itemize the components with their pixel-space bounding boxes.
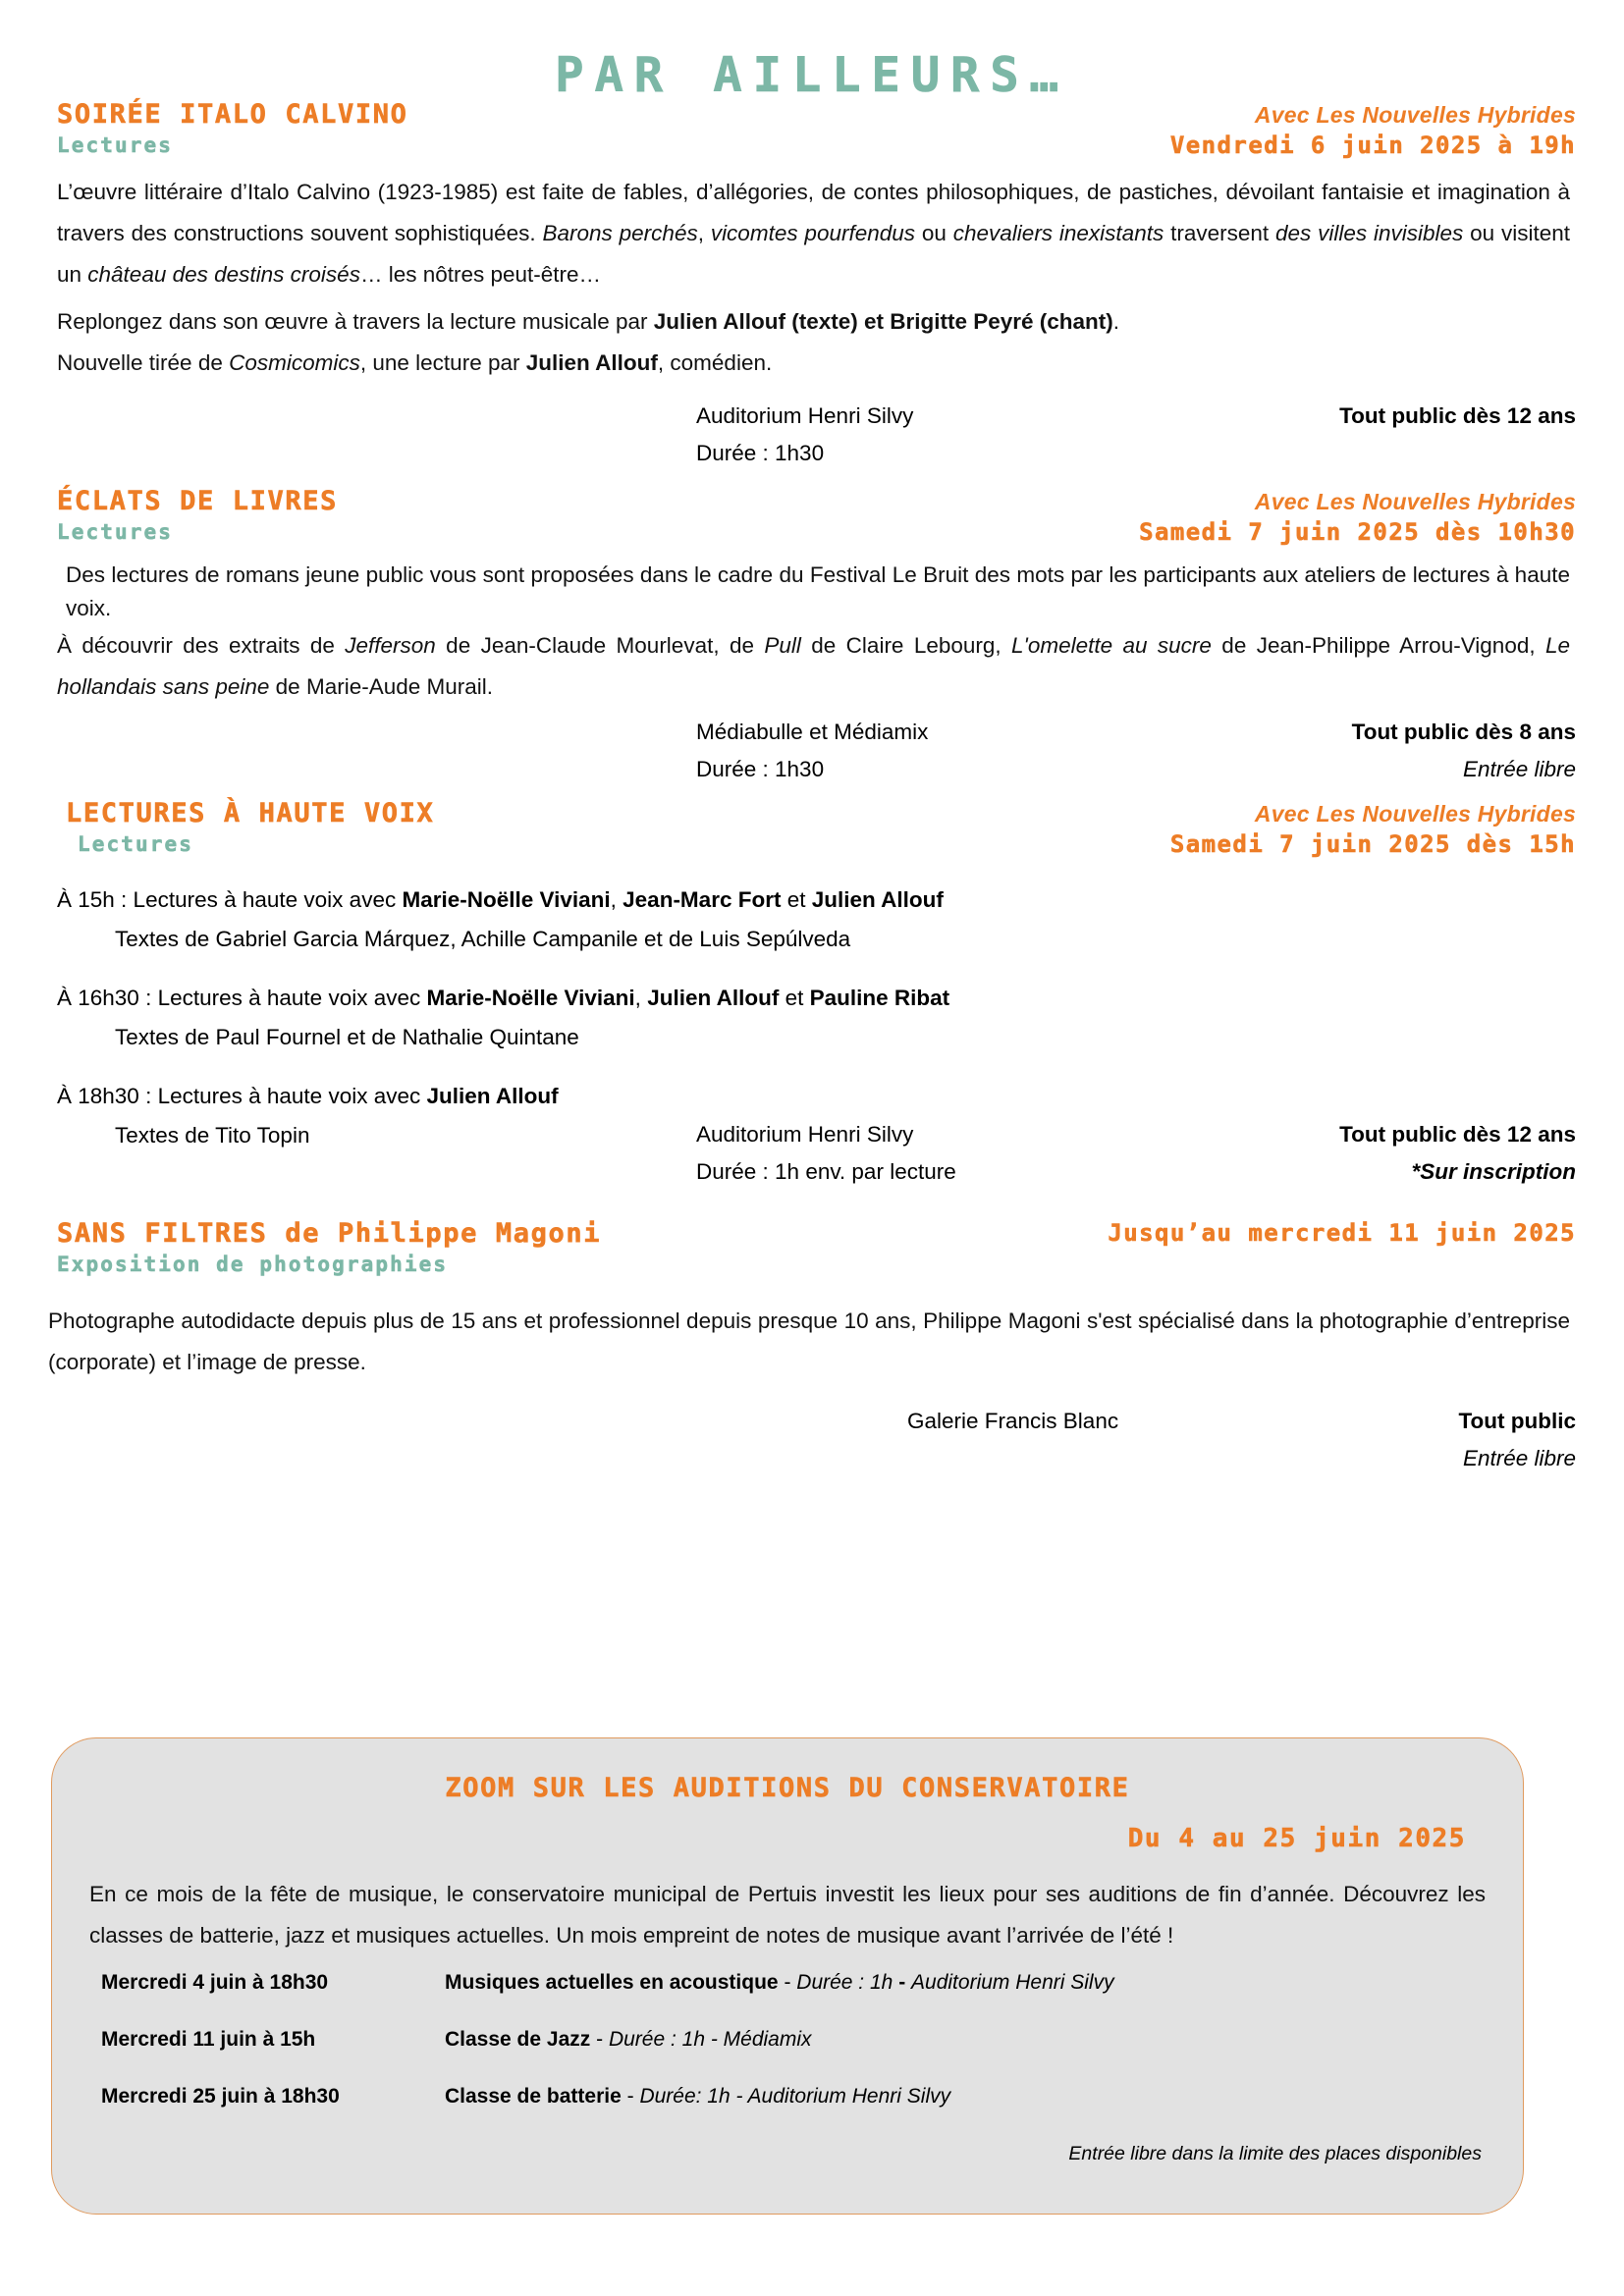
event-kind: Lectures	[78, 832, 193, 856]
event-info-eclats-de-livres	[48, 714, 1576, 788]
event-note: *Sur inscription	[1411, 1159, 1576, 1184]
slot-header: À 18h30 : Lectures à haute voix avec Julien Allouf	[57, 1084, 559, 1108]
event-title: SOIRÉE ITALO CALVINO	[57, 99, 408, 130]
event-venue: Galerie Francis Blanc	[907, 1409, 1119, 1433]
schedule-row	[52, 2082, 1523, 2139]
event-kind: Lectures	[57, 520, 173, 544]
event-info-italo-calvino	[48, 398, 1576, 472]
zoom-box-schedule	[52, 1968, 1523, 2139]
slot-header: À 16h30 : Lectures à haute voix avec Marie-Noëlle Viviani, Julien Allouf et Pauline Ribat	[57, 986, 950, 1010]
event-line-musicale: Replongez dans son œuvre à travers la lecture musicale par Julien Allouf (texte) et Brigitte Peyré (chant).	[57, 309, 1120, 334]
event-audience: Tout public dès 8 ans	[1351, 720, 1576, 744]
schedule-when: Mercredi 25 juin à 18h30	[101, 2085, 340, 2108]
event-kind: Lectures	[57, 133, 173, 157]
event-line-cosmicomics: Nouvelle tirée de Cosmicomics, une lecture par Julien Allouf, comédien.	[57, 350, 773, 375]
event-header-left	[57, 1218, 601, 1279]
lecture-slot-16h30	[48, 979, 1576, 1057]
event-date: Jusqu’au mercredi 11 juin 2025	[1108, 1219, 1576, 1247]
event-note: Entrée libre	[1462, 1446, 1576, 1470]
schedule-row	[52, 1968, 1523, 2025]
event-paragraph: Photographe autodidacte depuis plus de 15 ans et professionnel depuis presque 10 ans, Philippe Magoni s'est spécialisé dans la photographie d’entreprise (corporate) et l’image de presse.	[48, 1308, 1570, 1374]
event-title: SANS FILTRES de Philippe Magoni	[57, 1218, 602, 1249]
event-partner: Avec Les Nouvelles Hybrides	[1254, 102, 1576, 128]
event-header-left	[66, 798, 434, 859]
event-venue: Auditorium Henri Silvy	[696, 403, 914, 428]
event-header-eclats-de-livres	[48, 486, 1576, 559]
zoom-conservatoire-box	[51, 1737, 1524, 2215]
lecture-slot-15h	[48, 881, 1576, 959]
slot-header: À 15h : Lectures à haute voix avec Marie-Noëlle Viviani, Jean-Marc Fort et Julien Allouf	[57, 887, 944, 912]
event-duration: Durée : 1h30	[696, 757, 825, 781]
event-partner: Avec Les Nouvelles Hybrides	[1254, 801, 1576, 827]
schedule-row	[52, 2025, 1523, 2082]
schedule-when: Mercredi 11 juin à 15h	[101, 2028, 316, 2051]
schedule-what: Musiques actuelles en acoustique - Durée : 1h - Auditorium Henri Silvy	[445, 1971, 1114, 1994]
event-date: Samedi 7 juin 2025 dès 15h	[1169, 830, 1576, 858]
event-title: LECTURES À HAUTE VOIX	[66, 798, 435, 828]
event-audience: Tout public dès 12 ans	[1339, 1122, 1576, 1147]
event-note: Entrée libre	[1462, 757, 1576, 781]
event-header-left	[57, 99, 408, 160]
event-paragraph-2: À découvrir des extraits de Jefferson de Jean-Claude Mourlevat, de Pull de Claire Lebourg, L'omelette au sucre de Jean-Philippe Arrou-Vignod, Le hollandais sans peine de Marie-Aude Murail.	[57, 633, 1571, 699]
event-kind: Exposition de photographies	[57, 1253, 449, 1276]
event-duration: Durée : 1h30	[696, 441, 825, 465]
slot-texts: Textes de Tito Topin	[115, 1123, 310, 1148]
event-venue: Médiabulle et Médiamix	[696, 720, 929, 744]
schedule-what: Classe de batterie - Durée: 1h - Auditorium Henri Silvy	[445, 2085, 951, 2108]
event-info-lectures-a-haute-voix	[48, 1116, 1576, 1191]
event-paragraph: L’œuvre littéraire d’Italo Calvino (1923-1985) est faite de fables, d’allégories, de contes philosophiques, de pastiches, dévoilant fantaisie et imagination à travers des constructions souvent sophistiquées. Barons perchés, vicomtes pourfendus ou chevaliers inexistants traversent des villes invisibles ou visitent un château des destins croisés… les nôtres peut-être…	[57, 180, 1571, 287]
event-audience: Tout public	[1458, 1409, 1576, 1433]
slot-texts: Textes de Paul Fournel et de Nathalie Quintane	[115, 1025, 579, 1049]
event-audience: Tout public dès 12 ans	[1339, 403, 1576, 428]
schedule-when: Mercredi 4 juin à 18h30	[101, 1971, 329, 1994]
zoom-box-footer: Entrée libre dans la limite des places disponibles	[1068, 2143, 1482, 2164]
zoom-box-intro: En ce mois de la fête de musique, le conservatoire municipal de Pertuis investit les lieux pour ses auditions de fin d’année. Découvrez les classes de batterie, jazz et musiques actuelles. Un mois empreint de notes de musique avant l’arrivée de l’été !	[89, 1882, 1486, 1948]
zoom-box-date: Du 4 au 25 juin 2025	[1127, 1824, 1466, 1853]
event-header-right	[1108, 1218, 1576, 1248]
event-header-right	[1170, 99, 1576, 160]
zoom-box-title: ZOOM SUR LES AUDITIONS DU CONSERVATOIRE	[445, 1773, 1130, 1803]
event-date: Samedi 7 juin 2025 dès 10h30	[1139, 518, 1576, 546]
event-header-lectures-a-haute-voix	[48, 798, 1576, 871]
event-partner: Avec Les Nouvelles Hybrides	[1254, 489, 1576, 514]
event-date: Vendredi 6 juin 2025 à 19h	[1169, 132, 1576, 159]
event-header-right	[1170, 798, 1576, 859]
event-title: ÉCLATS DE LIVRES	[57, 486, 339, 516]
event-venue: Auditorium Henri Silvy	[696, 1122, 914, 1147]
event-header-sans-filtres	[48, 1218, 1576, 1291]
event-header-right	[1139, 486, 1576, 547]
schedule-what: Classe de Jazz - Durée : 1h - Médiamix	[445, 2028, 812, 2051]
slot-texts: Textes de Gabriel Garcia Márquez, Achille Campanile et de Luis Sepúlveda	[115, 927, 851, 951]
event-duration: Durée : 1h env. par lecture	[696, 1159, 956, 1184]
page-title: PAR AILLEURS…	[555, 47, 1069, 103]
event-header-left	[57, 486, 338, 547]
event-info-sans-filtres	[48, 1403, 1576, 1477]
event-paragraph-1: Des lectures de romans jeune public vous sont proposées dans le cadre du Festival Le Bruit des mots par les participants aux ateliers de lectures à haute voix.	[66, 562, 1570, 620]
event-header-italo-calvino	[48, 99, 1576, 172]
